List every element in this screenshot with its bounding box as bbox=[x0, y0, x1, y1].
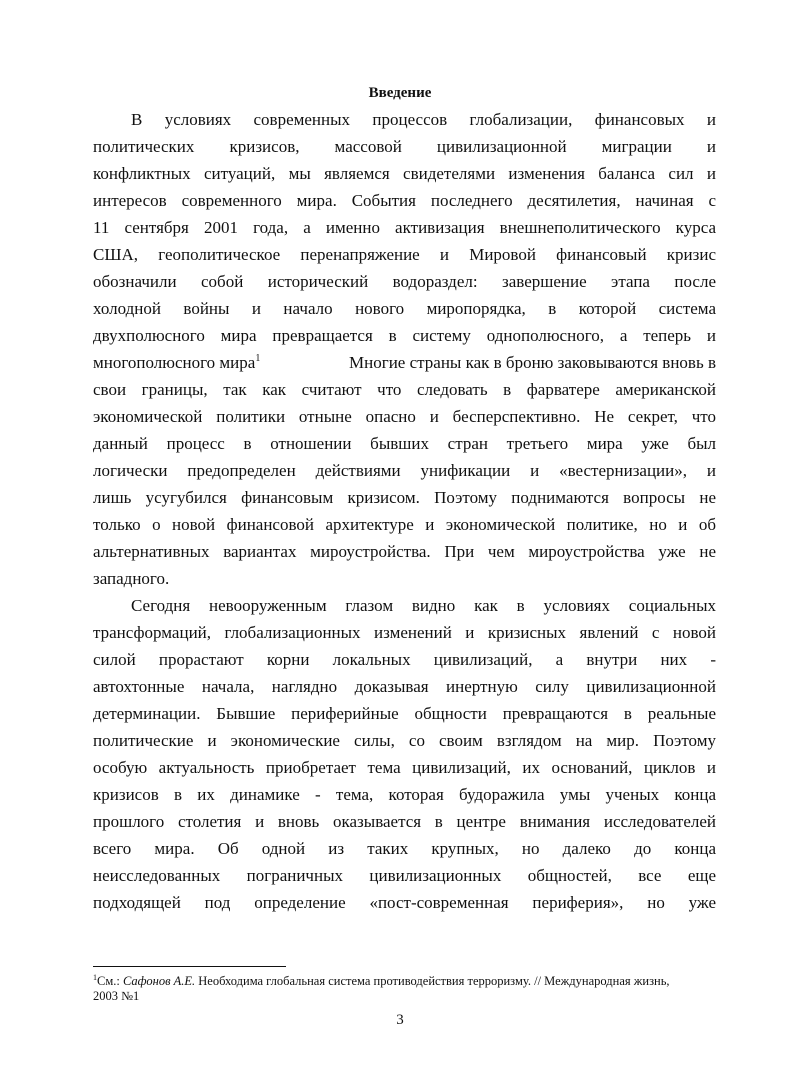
footnote-prefix: См.: bbox=[97, 974, 123, 988]
text-line: силой прорастают корни локальных цивилизаций, а внутри них - bbox=[93, 650, 716, 669]
text-line: неисследованных пограничных цивилизационных общностей, все еще bbox=[93, 866, 716, 885]
footnote bbox=[93, 974, 716, 989]
footnote-number: 1 bbox=[93, 973, 97, 982]
text-line: всего мира. Об одной из таких крупных, но далеко до конца bbox=[93, 839, 716, 858]
text-line: западного. bbox=[93, 569, 170, 588]
text-line: интересов современного мира. События последнего десятилетия, начиная с bbox=[93, 191, 716, 210]
text-line: 11 сентября 2001 года, а именно активизация внешнеполитического курса bbox=[93, 218, 716, 237]
footnote-separator bbox=[93, 966, 286, 967]
text-fragment: многополюсного мира bbox=[93, 353, 256, 372]
text-line: конфликтных ситуаций, мы являемся свидетелями изменения баланса сил и bbox=[93, 164, 716, 183]
text-line: В условиях современных процессов глобализации, финансовых и bbox=[131, 110, 716, 129]
text-line: подходящей под определение «пост-современная периферия», но уже bbox=[93, 893, 716, 912]
footnote-text: Необходима глобальная система противодействия терроризму. // Международная жизнь, bbox=[195, 974, 670, 988]
footnote-reference: 1 bbox=[255, 353, 261, 364]
footnote-author: Сафонов А.Е. bbox=[122, 974, 196, 988]
text-line: автохтонные начала, наглядно доказывая инертную силу цивилизационной bbox=[93, 677, 716, 696]
page-number: 3 bbox=[396, 1012, 404, 1028]
text-line: трансформаций, глобализационных изменений и кризисных явлений с новой bbox=[93, 623, 716, 642]
footnote-line-2: 2003 №1 bbox=[93, 989, 140, 1003]
text-line: особую актуальность приобретает тема цивилизаций, их оснований, циклов и bbox=[93, 758, 716, 777]
text-line: альтернативных вариантах мироустройства. При чем мироустройства уже не bbox=[93, 542, 716, 561]
text-line: прошлого столетия и вновь оказывается в центре внимания исследователей bbox=[93, 812, 716, 831]
text-line: Сегодня невооруженным глазом видно как в условиях социальных bbox=[131, 596, 716, 615]
text-line: экономической политики отныне опасно и бесперспективно. Не секрет, что bbox=[93, 407, 716, 426]
text-line: лишь усугубился финансовым кризисом. Поэтому поднимаются вопросы не bbox=[93, 488, 716, 507]
text-line: политических кризисов, массовой цивилизационной миграции и bbox=[93, 137, 716, 156]
text-line bbox=[93, 353, 716, 373]
text-line: двухполюсного мира превращается в систему однополюсного, а теперь и bbox=[93, 326, 716, 345]
text-line: детерминации. Бывшие периферийные общности превращаются в реальные bbox=[93, 704, 716, 723]
text-line: данный процесс в отношении бывших стран третьего мира уже был bbox=[93, 434, 716, 453]
text-line: свои границы, так как считают что следовать в фарватере американской bbox=[93, 380, 716, 399]
text-fragment: Многие страны как в броню заковываются вновь в bbox=[349, 353, 716, 372]
text-line: логически предопределен действиями унификации и «вестернизации», и bbox=[93, 461, 716, 480]
text-line: США, геополитическое перенапряжение и Мировой финансовый кризис bbox=[93, 245, 716, 264]
text-line: обозначили собой исторический водораздел: завершение этапа после bbox=[93, 272, 716, 291]
text-line: кризисов в их динамике - тема, которая будоражила умы ученых конца bbox=[93, 785, 716, 804]
text-line: только о новой финансовой архитектуре и экономической политике, но и об bbox=[93, 515, 716, 534]
heading: Введение bbox=[368, 85, 432, 101]
text-line: холодной войны и начало нового миропорядка, в которой система bbox=[93, 299, 716, 318]
text-line: политические и экономические силы, со своим взглядом на мир. Поэтому bbox=[93, 731, 716, 750]
